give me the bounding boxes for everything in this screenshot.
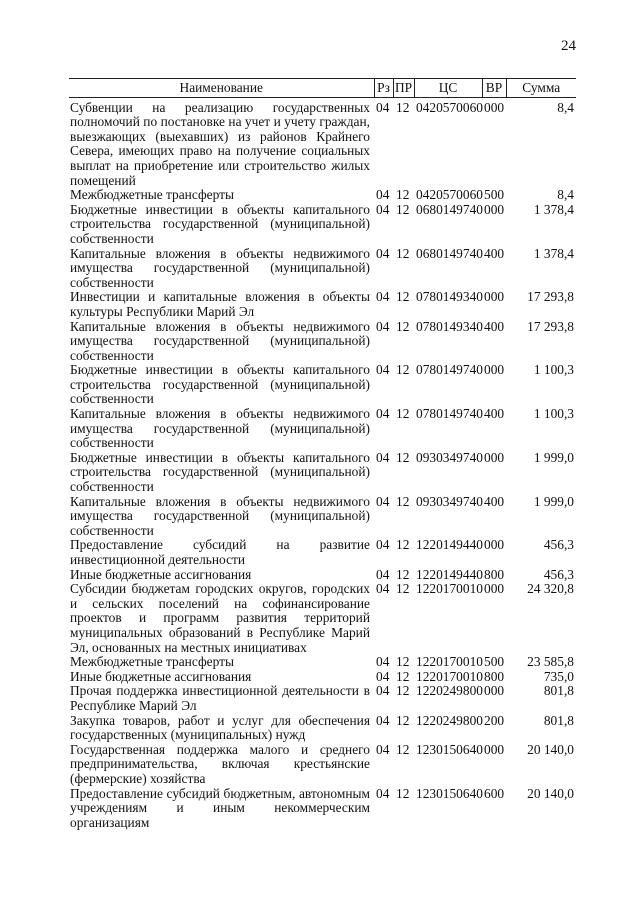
cell-pr: 12 xyxy=(396,406,410,422)
cell-rz: 04 xyxy=(376,785,390,801)
cell-vr: 000 xyxy=(484,581,505,597)
cell-name: Предоставление субсидий бюджетным, автономным учреждениям и иным некоммерческим организациям xyxy=(70,785,370,830)
cell-sum: 801,8 xyxy=(543,712,574,728)
table-row xyxy=(69,97,576,188)
header-vr: ВР xyxy=(482,79,506,98)
cell-pr: 12 xyxy=(396,566,410,582)
cell-pr: 12 xyxy=(396,362,410,378)
table-header-row xyxy=(69,79,576,98)
table-row xyxy=(69,188,576,203)
cell-sum: 1 999,0 xyxy=(533,493,574,509)
cell-pr: 12 xyxy=(396,668,410,684)
cell-sum: 801,8 xyxy=(543,683,574,699)
table-row xyxy=(69,320,576,364)
cell-vr: 400 xyxy=(484,245,505,261)
cell-vr: 400 xyxy=(484,318,505,334)
cell-cs: 1230150640 xyxy=(416,785,483,801)
cell-rz: 04 xyxy=(376,187,390,203)
cell-vr: 200 xyxy=(484,712,505,728)
table-row xyxy=(69,363,576,407)
header-sum: Сумма xyxy=(506,79,576,98)
cell-cs: 1220170010 xyxy=(416,581,483,597)
cell-pr: 12 xyxy=(396,245,410,261)
cell-cs: 0420570060 xyxy=(416,187,483,203)
cell-name: Капитальные вложения в объекты недвижимого имущества государственной (муниципальной) собственности xyxy=(70,493,370,538)
cell-cs: 1220170010 xyxy=(416,654,483,670)
table-row xyxy=(69,495,576,539)
table-row xyxy=(69,582,576,655)
table-row xyxy=(69,203,576,247)
cell-rz: 04 xyxy=(376,318,390,334)
cell-vr: 400 xyxy=(484,406,505,422)
cell-rz: 04 xyxy=(376,668,390,684)
cell-rz: 04 xyxy=(376,406,390,422)
cell-rz: 04 xyxy=(376,493,390,509)
cell-pr: 12 xyxy=(396,581,410,597)
cell-pr: 12 xyxy=(396,712,410,728)
cell-cs: 1220249800 xyxy=(416,683,483,699)
cell-rz: 04 xyxy=(376,245,390,261)
cell-name: Капитальные вложения в объекты недвижимого имущества государственной (муниципальной) собственности xyxy=(70,318,370,363)
cell-sum: 17 293,8 xyxy=(527,289,574,305)
cell-pr: 12 xyxy=(396,289,410,305)
cell-pr: 12 xyxy=(396,201,410,217)
cell-pr: 12 xyxy=(396,187,410,203)
header-rz: Рз xyxy=(374,79,393,98)
cell-vr: 000 xyxy=(484,362,505,378)
cell-sum: 20 140,0 xyxy=(527,785,574,801)
cell-cs: 0780149340 xyxy=(416,318,483,334)
cell-sum: 1 378,4 xyxy=(533,245,574,261)
cell-pr: 12 xyxy=(396,493,410,509)
cell-name: Инвестиции и капитальные вложения в объекты культуры Республики Марий Эл xyxy=(70,289,370,319)
table-row xyxy=(69,407,576,451)
cell-rz: 04 xyxy=(376,362,390,378)
cell-vr: 600 xyxy=(484,785,505,801)
cell-name: Капитальные вложения в объекты недвижимого имущества государственной (муниципальной) собственности xyxy=(70,245,370,290)
cell-sum: 20 140,0 xyxy=(527,741,574,757)
cell-rz: 04 xyxy=(376,99,390,115)
cell-name: Межбюджетные трансферты xyxy=(70,187,234,203)
cell-sum: 24 320,8 xyxy=(527,581,574,597)
cell-rz: 04 xyxy=(376,683,390,699)
cell-name: Прочая поддержка инвестиционной деятельности в Республике Марий Эл xyxy=(70,683,370,713)
cell-name: Предоставление субсидий на развитие инвестиционной деятельности xyxy=(70,537,370,567)
cell-cs: 1220170010 xyxy=(416,668,483,684)
cell-vr: 800 xyxy=(484,668,505,684)
table-row xyxy=(69,670,576,685)
cell-cs: 0930349740 xyxy=(416,449,483,465)
table-row xyxy=(69,290,576,319)
cell-pr: 12 xyxy=(396,449,410,465)
cell-cs: 0780149740 xyxy=(416,362,483,378)
cell-name: Капитальные вложения в объекты недвижимого имущества государственной (муниципальной) собственности xyxy=(70,406,370,451)
cell-cs: 0780149340 xyxy=(416,289,483,305)
cell-vr: 000 xyxy=(484,449,505,465)
cell-vr: 000 xyxy=(484,683,505,699)
cell-sum: 735,0 xyxy=(543,668,574,684)
cell-rz: 04 xyxy=(376,566,390,582)
table-row xyxy=(69,538,576,567)
cell-cs: 0680149740 xyxy=(416,201,483,217)
table-row xyxy=(69,684,576,713)
page-number: 24 xyxy=(561,38,576,54)
cell-vr: 000 xyxy=(484,537,505,553)
cell-name: Субсидии бюджетам городских округов, городских и сельских поселений на софинансирование проектов и программ развития территорий муниципальных образований в Республике Марий Эл, основанных на местных инициативах xyxy=(70,581,370,655)
cell-cs: 1220149440 xyxy=(416,537,483,553)
cell-name: Закупка товаров, работ и услуг для обеспечения государственных (муниципальных) нужд xyxy=(70,712,370,743)
cell-vr: 000 xyxy=(484,201,505,217)
cell-rz: 04 xyxy=(376,654,390,670)
cell-sum: 17 293,8 xyxy=(527,318,574,334)
cell-sum: 456,3 xyxy=(543,537,574,553)
cell-rz: 04 xyxy=(376,449,390,465)
header-name: Наименование xyxy=(69,79,374,98)
cell-vr: 800 xyxy=(484,566,505,582)
table-row xyxy=(69,247,576,291)
cell-vr: 000 xyxy=(484,289,505,305)
header-pr: ПР xyxy=(393,79,414,98)
cell-pr: 12 xyxy=(396,318,410,334)
table-row xyxy=(69,787,576,831)
cell-sum: 8,4 xyxy=(557,187,574,203)
cell-name: Межбюджетные трансферты xyxy=(70,654,234,670)
cell-rz: 04 xyxy=(376,289,390,305)
header-cs: ЦС xyxy=(414,79,482,98)
cell-cs: 1230150640 xyxy=(416,741,483,757)
table-row xyxy=(69,655,576,670)
table-row xyxy=(69,568,576,583)
cell-name: Иные бюджетные ассигнования xyxy=(70,668,252,684)
cell-sum: 1 100,3 xyxy=(533,362,574,378)
cell-rz: 04 xyxy=(376,581,390,597)
cell-sum: 1 999,0 xyxy=(533,449,574,465)
cell-cs: 0780149740 xyxy=(416,406,483,422)
cell-name: Бюджетные инвестиции в объекты капитального строительства государственной (муниципальной) собственности xyxy=(70,362,370,407)
cell-cs: 1220149440 xyxy=(416,566,483,582)
cell-sum: 8,4 xyxy=(557,99,574,115)
cell-name: Субвенции на реализацию государственных полномочий по постановке на учет и учету граждан, выезжающих (выехавших) из районов Крайнего Севера, имеющих право на получение социальных выплат на приобретение или строительство жилых помещений xyxy=(70,99,370,188)
cell-rz: 04 xyxy=(376,741,390,757)
table-row xyxy=(69,714,576,743)
cell-pr: 12 xyxy=(396,785,410,801)
cell-vr: 000 xyxy=(484,99,505,115)
cell-vr: 400 xyxy=(484,493,505,509)
budget-table xyxy=(69,78,576,830)
cell-pr: 12 xyxy=(396,537,410,553)
cell-vr: 000 xyxy=(484,741,505,757)
cell-vr: 500 xyxy=(484,654,505,670)
cell-pr: 12 xyxy=(396,654,410,670)
cell-rz: 04 xyxy=(376,537,390,553)
cell-sum: 456,3 xyxy=(543,566,574,582)
cell-sum: 23 585,8 xyxy=(527,654,574,670)
cell-pr: 12 xyxy=(396,741,410,757)
cell-sum: 1 100,3 xyxy=(533,406,574,422)
table-row xyxy=(69,451,576,495)
cell-rz: 04 xyxy=(376,712,390,728)
cell-vr: 500 xyxy=(484,187,505,203)
cell-pr: 12 xyxy=(396,683,410,699)
cell-cs: 1220249800 xyxy=(416,712,483,728)
table-row xyxy=(69,743,576,787)
cell-name: Государственная поддержка малого и среднего предпринимательства, включая крестьянские (фермерские) хозяйства xyxy=(70,741,370,786)
cell-name: Бюджетные инвестиции в объекты капитального строительства государственной (муниципальной) собственности xyxy=(70,449,370,495)
cell-cs: 0420570060 xyxy=(416,99,483,115)
cell-cs: 0680149740 xyxy=(416,245,483,261)
cell-sum: 1 378,4 xyxy=(533,201,574,217)
cell-name: Иные бюджетные ассигнования xyxy=(70,566,252,582)
cell-name: Бюджетные инвестиции в объекты капитального строительства государственной (муниципальной) собственности xyxy=(70,201,370,246)
cell-rz: 04 xyxy=(376,201,390,217)
cell-cs: 0930349740 xyxy=(416,493,483,509)
cell-pr: 12 xyxy=(396,99,410,115)
